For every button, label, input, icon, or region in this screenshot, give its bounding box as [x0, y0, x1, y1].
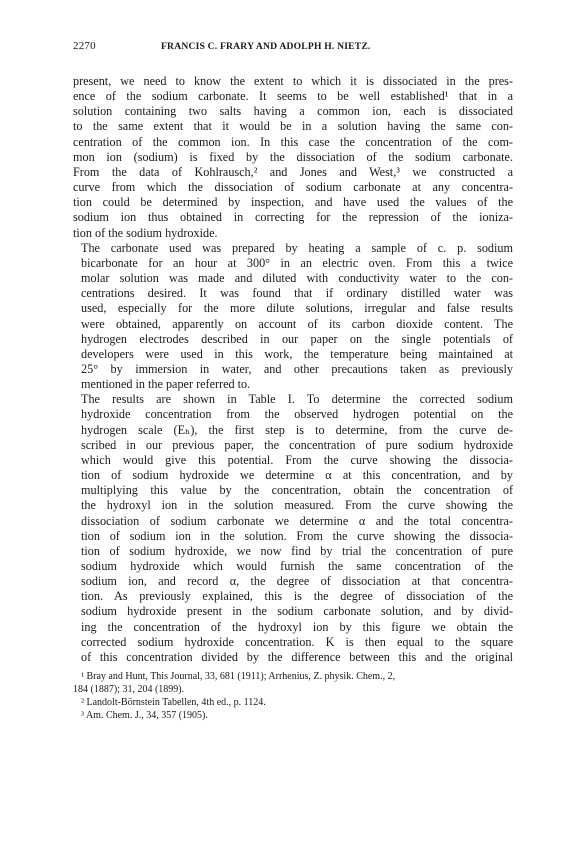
running-title: FRANCIS C. FRARY AND ADOLPH H. NIETZ.	[161, 41, 371, 52]
text-line: to the same extent that it would be in a solution having the same con-	[73, 119, 513, 134]
text-line: used, especially for the more dilute solutions, irregular and false results	[81, 301, 513, 316]
text-line: multiplying this value by the concentration, obtain the concentration of	[81, 483, 513, 498]
text-line: bicarbonate for an hour at 300° in an electric oven. From this a twice	[81, 255, 513, 270]
paragraph-1	[73, 74, 513, 241]
text-line: sodium hydroxide which would furnish the same concentration of the	[81, 559, 513, 573]
text-line: tion of the sodium hydroxide.	[73, 225, 218, 240]
text-line: sodium hydroxide present in the sodium carbonate solution, and by divid-	[81, 604, 513, 619]
paragraph-2	[73, 241, 513, 393]
body-text	[73, 74, 513, 665]
text-line: The carbonate used was prepared by heating a sample of c. p. sodium	[81, 240, 513, 255]
text-line: tion of sodium ion in the solution. From the curve showing the dissocia-	[81, 528, 513, 543]
text-line: ence of the sodium carbonate. It seems to be well established¹ that in a	[73, 89, 513, 104]
footnotes	[73, 670, 513, 722]
text-line: dissociation of sodium carbonate we determine α and the total concentra-	[81, 513, 513, 528]
text-line: centrations desired. It was found that if ordinary distilled water was	[81, 286, 513, 301]
text-line: molar solution was made and diluted with conductivity water to the con-	[81, 271, 513, 286]
text-line: mon ion (sodium) is fixed by the dissociation of the sodium carbonate.	[73, 149, 513, 164]
text-line: tion of sodium hydroxide we determine α at this concentration, and by	[81, 468, 513, 483]
text-line: sodium ion thus obtained in correcting for the repression of the ioniza-	[73, 210, 513, 225]
text-line: scribed in our previous paper, the concentration of pure sodium hydroxide	[81, 437, 513, 452]
text-line: developers were used in this work, the temperature being maintained at	[81, 346, 513, 361]
text-line: hydroxide concentration from the observed hydrogen potential on the	[81, 407, 513, 422]
page-number: 2270	[73, 40, 96, 52]
text-line: present, we need to know the extent to which it is dissociated in the pres-	[73, 74, 513, 88]
text-line: mentioned in the paper referred to.	[81, 377, 251, 392]
text-line: which would give this potential. From the curve showing the dissocia-	[81, 452, 513, 467]
footnote-3: ³ Am. Chem. J., 34, 357 (1905).	[81, 710, 208, 722]
footnote-1: ¹ Bray and Hunt, This Journal, 33, 681 (1911); Arrhenius, Z. physik. Chem., 2,	[81, 671, 396, 683]
footnote-2: ² Landolt-Börnstein Tabellen, 4th ed., p. 1124.	[81, 697, 266, 709]
text-line: were obtained, apparently on account of its carbon dioxide content. The	[81, 316, 513, 331]
text-line: From the data of Kohlrausch,² and Jones and West,³ we constructed a	[73, 164, 513, 179]
text-line: hydrogen electrodes described in our paper on the single potentials of	[81, 331, 513, 346]
text-line: The results are shown in Table I. To determine the corrected sodium	[81, 392, 513, 407]
text-line: of this concentration divided by the difference between this and the original	[81, 649, 513, 664]
journal-page	[73, 40, 513, 722]
text-line: tion could be determined by inspection, and have used the values of the	[73, 195, 513, 210]
text-line: centration of the common ion. In this case the concentration of the com-	[73, 134, 513, 149]
text-line: sodium ion, and record α, the degree of dissociation at that concentra-	[81, 574, 513, 589]
text-line: hydrogen scale (Eₕ), the first step is to determine, from the curve de-	[81, 422, 513, 437]
text-line: the hydroxyl ion in the solution measured. From the curve showing the	[81, 498, 513, 513]
text-line: tion of sodium hydroxide, we now find by trial the concentration of pure	[81, 543, 513, 558]
text-line: ing the concentration of the hydroxyl ion by this figure we obtain the	[81, 619, 513, 634]
text-line: tion. As previously explained, this is the degree of dissociation of the	[81, 589, 513, 604]
text-line: solution containing two salts having a common ion, each is dissociated	[73, 104, 513, 119]
paragraph-3	[73, 392, 513, 665]
footnote-1-continued: 184 (1887); 31, 204 (1899).	[73, 684, 185, 696]
text-line: corrected sodium hydroxide concentration. K is then equal to the square	[81, 634, 513, 649]
text-line: 25° by immersion in water, and other precautions taken as previously	[81, 361, 513, 376]
running-head	[73, 40, 513, 56]
text-line: curve from which the dissociation of sodium carbonate at any concentra-	[73, 180, 513, 195]
